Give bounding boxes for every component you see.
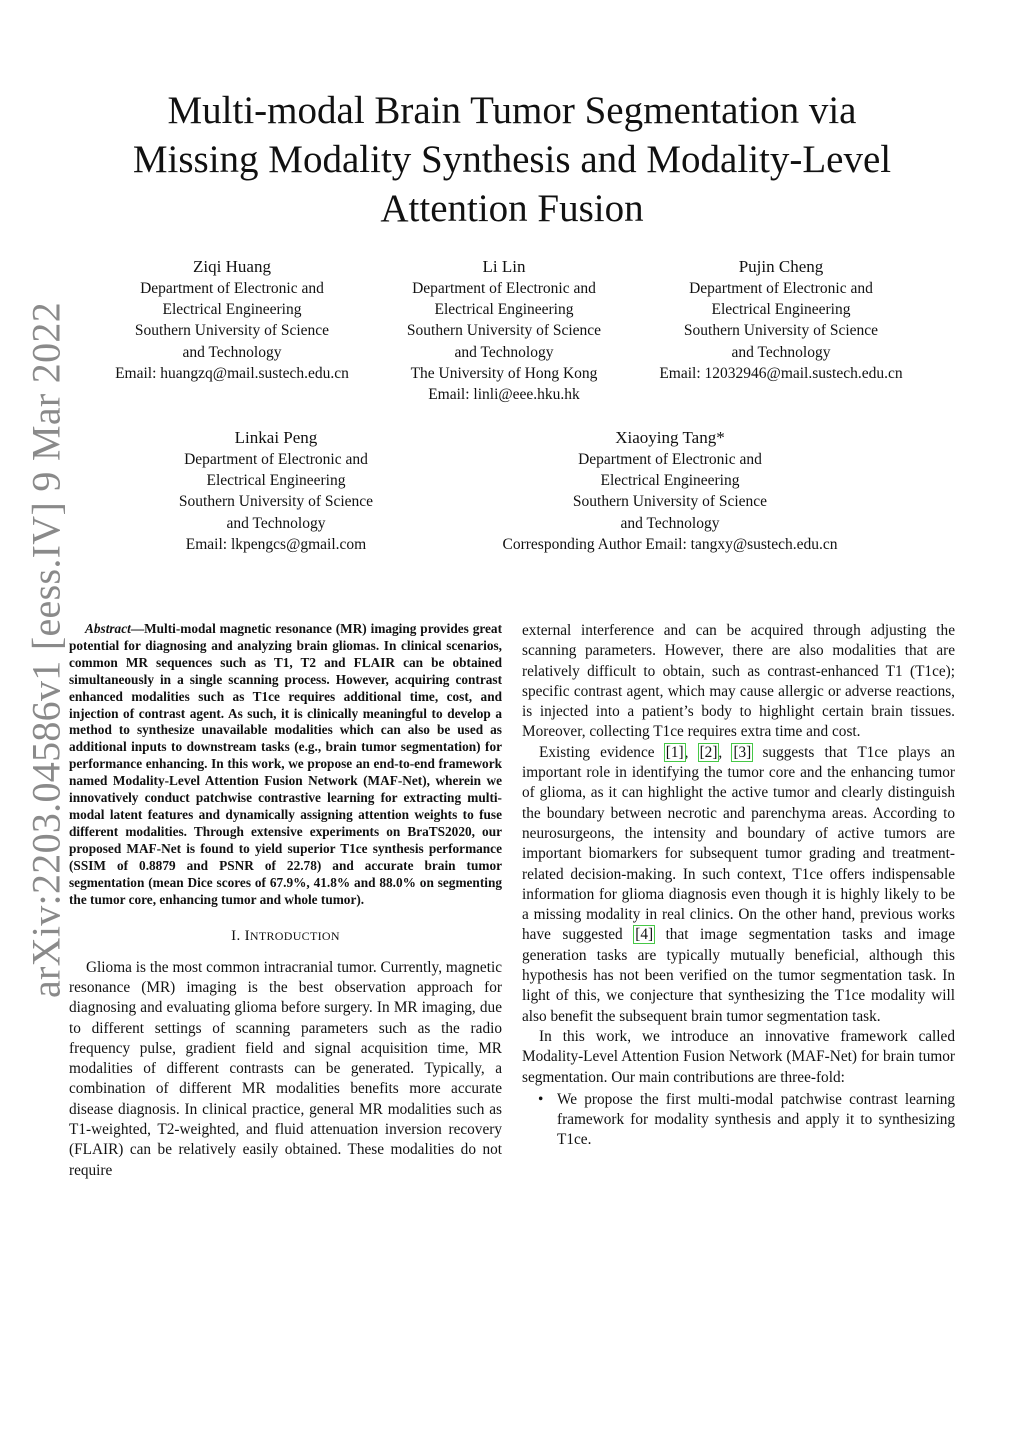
section-title-initial: I (244, 928, 250, 945)
contributions-list (522, 1090, 955, 1151)
author-affiliation-line: Southern University of Science (406, 322, 602, 340)
author-affiliation-line: and Technology (226, 514, 326, 532)
left-column (69, 621, 502, 1181)
author-email: Corresponding Author Email: tangxy@sustech.edu.cn (502, 535, 838, 553)
author-affiliation-line: Department of Electronic and (184, 451, 368, 468)
author-affiliation-line: Department of Electronic and (689, 280, 873, 297)
paragraph-text: that image segmentation tasks and image generation tasks are typically mutually beneficial, although this hypothesis has not been verified on the tumor segmentation task. In light of this, we conjecture that synthesizing the T1ce modality will also benefit the subsequent brain tumor segmentation task. (522, 926, 955, 1025)
arxiv-identifier-text: arXiv:2203.04586v1 [eess.IV] 9 Mar 2022 (23, 301, 69, 999)
intro-paragraph-continued: external interference and can be acquired through adjusting the scanning parameters. However, there are also modalities that are relatively difficult to obtain, such as contrast-enhanced T1 (T1ce); specific contrast agent, which may cause allergic or adverse reactions, is injected into a patient’s body to highlight certain brain tissues. Moreover, collecting T1ce requires extra time and cost. (522, 622, 955, 741)
paragraph-text: Existing evidence (539, 743, 665, 761)
author-affiliation-line: and Technology (620, 514, 720, 532)
author-affiliation-line: Department of Electronic and (140, 280, 324, 297)
section-title-rest: NTRODUCTION (249, 929, 340, 944)
author-email: Email: huangzq@mail.sustech.edu.cn (115, 364, 349, 382)
section-number: I. (231, 928, 241, 945)
author-affiliation-line: Electrical Engineering (600, 472, 740, 490)
author-affiliation-line: Electrical Engineering (711, 301, 851, 319)
author-name: Linkai Peng (234, 428, 318, 447)
citation-link[interactable]: [2] (699, 743, 718, 761)
author-affiliation-line: and Technology (731, 343, 831, 361)
author-affiliation-line: Southern University of Science (572, 493, 768, 511)
abstract (69, 621, 502, 908)
author-affiliation-line: Southern University of Science (134, 322, 330, 340)
list-item-text: We propose the first multi-modal patchwise contrast learning framework for modality synthesis and apply it to synthesizing T1ce. (557, 1090, 955, 1149)
author-name: Pujin Cheng (738, 257, 824, 276)
intro-paragraph: Glioma is the most common intracranial tumor. Currently, magnetic resonance (MR) imaging is the best observation approach for diagnosing and evaluating glioma before surgery. In MR imaging, due to different settings of scanning parameters such as the radio frequency pulse, gradient field and signal acquisition time, MR modalities of different contrasts can be generated. Typically, a combination of different MR modalities benefits more accurate disease diagnosis. In clinical practice, general MR modalities such as T1-weighted, T2-weighted, and fluid attenuation inversion recovery (FLAIR) can be relatively easily obtained. These modalities do not require (69, 958, 502, 1179)
intro-paragraph: In this work, we introduce an innovative framework called Modality-Level Attention Fusion Network (MAF-Net) for brain tumor segmentation. Our main contributions are three-fold: (522, 1027, 955, 1086)
paper-title (0, 86, 1024, 233)
author-block-linkai-peng (150, 427, 402, 555)
author-name: Li Lin (482, 257, 526, 276)
citation-link[interactable]: [4] (635, 926, 654, 944)
author-affiliation-line: The University of Hong Kong (410, 364, 598, 382)
author-email: Email: linli@eee.hku.hk (428, 386, 580, 404)
title-line: Multi-modal Brain Tumor Segmentation via (167, 89, 857, 132)
author-block-ziqi-huang (82, 256, 382, 384)
author-affiliation-line: Electrical Engineering (434, 301, 574, 319)
author-block-pujin-cheng (640, 256, 922, 384)
author-affiliation-line: Electrical Engineering (162, 301, 302, 319)
author-email: Email: 12032946@mail.sustech.edu.cn (659, 364, 903, 382)
title-line: Attention Fusion (380, 187, 644, 230)
author-affiliation-line: and Technology (182, 343, 282, 361)
citation-link[interactable]: [3] (733, 743, 752, 761)
author-affiliation-line: Department of Electronic and (412, 280, 596, 297)
author-affiliation-line: Southern University of Science (683, 322, 879, 340)
paragraph-text: suggests that T1ce plays an important role in identifying the tumor core and the enhancing tumor of glioma, as it can highlight the active tumor and clearly distinguish the boundary between necrotic and parenchyma areas. According to neurosurgeons, the intensity and boundary of active tumors are important biomarkers for subsequent tumor grading and treatment-related decision-making. In such context, T1ce offers indispensable information for glioma diagnosis even though it is highly likely to be a missing modality in real clinics. On the other hand, previous works have suggested (522, 743, 955, 944)
section-heading-introduction (69, 926, 502, 946)
author-block-xiaoying-tang (470, 427, 870, 555)
title-line: Missing Modality Synthesis and Modality-Level (132, 138, 892, 181)
author-affiliation-line: and Technology (454, 343, 554, 361)
right-column (522, 621, 955, 1151)
author-email: Email: lkpengcs@gmail.com (185, 535, 367, 553)
author-block-li-lin (384, 256, 624, 405)
abstract-label: Abstract (85, 621, 131, 636)
bullet-icon: • (538, 1090, 544, 1108)
author-name: Xiaoying Tang* (615, 428, 725, 447)
author-name: Ziqi Huang (193, 257, 271, 276)
author-affiliation-line: Southern University of Science (178, 493, 374, 511)
abstract-text: —Multi-modal magnetic resonance (MR) imaging provides great potential for diagnosing and analyzing brain gliomas. In clinical scenarios, common MR sequences such as T1, T2 and FLAIR can be obtained simultaneously in a single scanning process. However, acquiring contrast enhanced modalities such as T1ce requires additional time, cost, and injection of contrast agent. As such, it is clinically meaningful to develop a method to synthesize unavailable modalities which can also be used as additional inputs to downstream tasks (e.g., brain tumor segmentation) for performance enhancing. In this work, we propose an end-to-end framework named Modality-Level Attention Fusion Network (MAF-Net), wherein we innovatively conduct patchwise contrastive learning for extracting multi-modal latent features and dynamically assigning attention weights to fuse different modalities. Through extensive experiments on BraTS2020, our proposed MAF-Net is found to yield superior T1ce synthesis performance (SSIM of 0.8879 and PSNR of 22.78) and accurate brain tumor segmentation (mean Dice scores of 67.9%, 41.8% and 88.0% on segmenting the tumor core, enhancing tumor and whole tumor). (69, 621, 502, 907)
citation-link[interactable]: [1] (665, 743, 684, 761)
list-item (522, 1090, 955, 1151)
author-affiliation-line: Department of Electronic and (578, 451, 762, 468)
intro-paragraph: Existing evidence [1], [2], [3] suggests that T1ce plays an important role in identifying the tumor core and the enhancing tumor of glioma, as it can highlight the active tumor and clearly distinguish the boundary between necrotic and parenchyma areas. According to neurosurgeons, the intensity and boundary of active tumors are important biomarkers for subsequent tumor grading and treatment-related decision-making. In such context, T1ce offers indispensable information for glioma diagnosis even though it is highly likely to be a missing modality in real clinics. On the other hand, previous works have suggested [4] that image segmentation tasks and image generation tasks are typically mutually beneficial, although this hypothesis has not been verified on the tumor segmentation task. In light of this, we conjecture that synthesizing the T1ce modality will also benefit the subsequent brain tumor segmentation task. (522, 743, 955, 1025)
author-affiliation-line: Electrical Engineering (206, 472, 346, 490)
